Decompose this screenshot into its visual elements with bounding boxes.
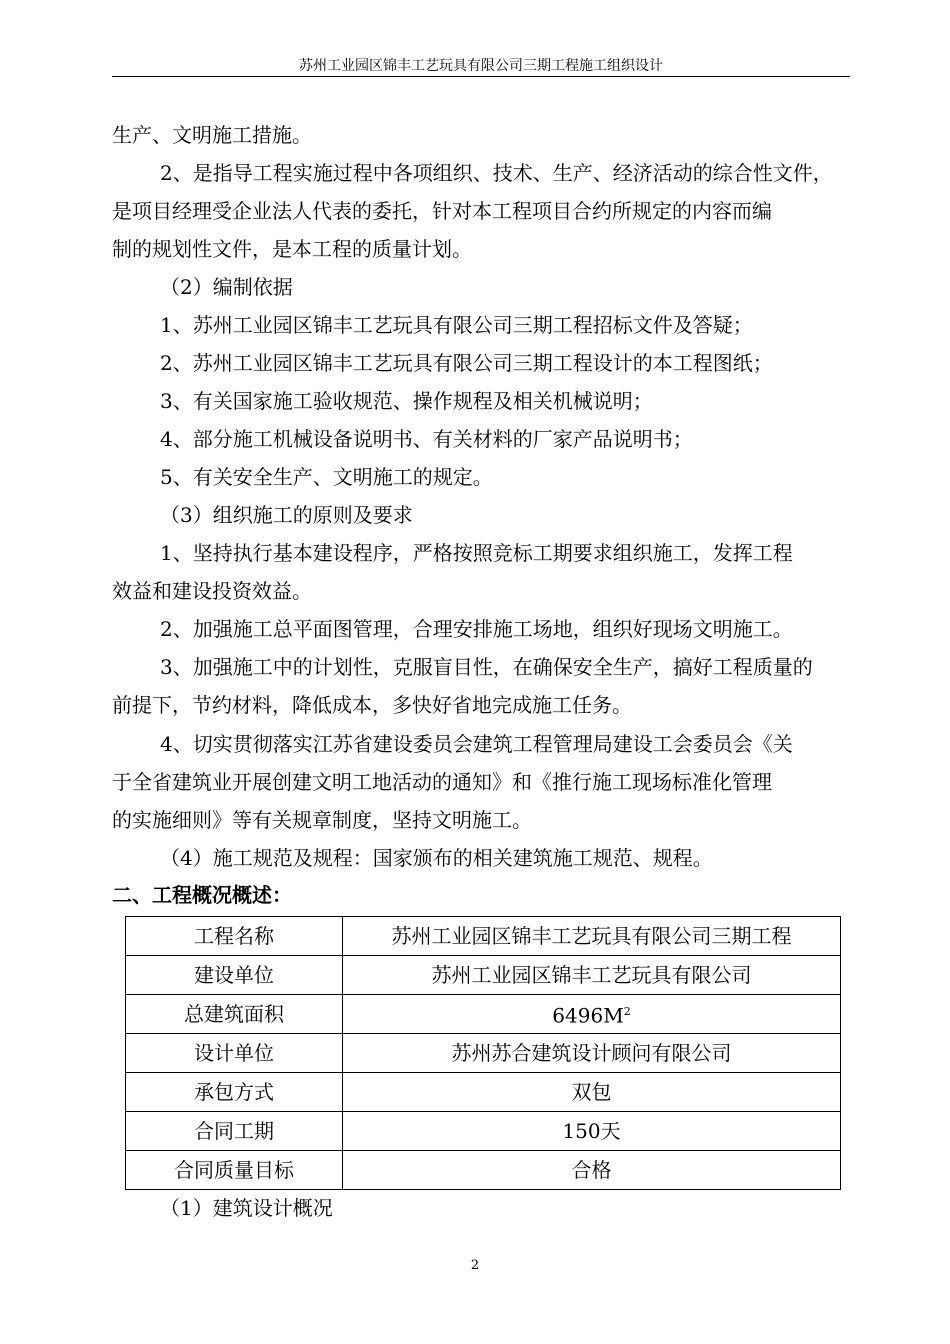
table-row — [126, 1034, 841, 1073]
table-value: 苏州工业园区锦丰工艺玩具有限公司 — [343, 956, 841, 995]
table-row — [126, 956, 841, 995]
table-row — [126, 1073, 841, 1112]
list-item: 1、坚持执行基本建设程序，严格按照竞标工期要求组织施工，发挥工程 — [160, 541, 793, 565]
list-item: 3、加强施工中的计划性，克服盲目性，在确保安全生产，搞好工程质量的 — [160, 655, 813, 679]
table-label: 合同质量目标 — [126, 1151, 343, 1190]
body-line: 是项目经理受企业法人代表的委托，针对本工程项目合约所规定的内容而编 — [112, 199, 772, 223]
table-row — [126, 917, 841, 956]
table-label: 总建筑面积 — [126, 995, 343, 1034]
list-item: 3、有关国家施工验收规范、操作规程及相关机械说明； — [160, 389, 653, 413]
list-item: 4、切实贯彻落实江苏省建设委员会建筑工程管理局建设工会委员会《关 — [160, 732, 793, 756]
superscript: 2 — [623, 1005, 631, 1019]
table-label: 建设单位 — [126, 956, 343, 995]
table-label: 设计单位 — [126, 1034, 343, 1073]
body-line: 制的规划性文件，是本工程的质量计划。 — [112, 237, 472, 261]
project-overview-table — [125, 916, 841, 1190]
body-line: 生产、文明施工措施。 — [112, 123, 312, 147]
subsection-heading: （1）建筑设计概况 — [160, 1196, 333, 1220]
list-item: 4、部分施工机械设备说明书、有关材料的厂家产品说明书； — [160, 427, 693, 451]
subsection-heading: （3）组织施工的原则及要求 — [160, 503, 413, 527]
table-value: 150天 — [343, 1112, 841, 1151]
list-item: 1、苏州工业园区锦丰工艺玩具有限公司三期工程招标文件及答疑； — [160, 313, 753, 337]
list-item: 2、加强施工总平面图管理，合理安排施工场地，组织好现场文明施工。 — [160, 617, 793, 641]
body-line: 的实施细则》等有关规章制度，坚持文明施工。 — [112, 808, 532, 832]
subsection-heading: （4）施工规范及规程：国家颁布的相关建筑施工规范、规程。 — [160, 846, 713, 870]
table-value-cell — [343, 995, 841, 1034]
page-header: 苏州工业园区锦丰工艺玩具有限公司三期工程施工组织设计 — [299, 58, 663, 74]
body-line: 2、是指导工程实施过程中各项组织、技术、生产、经济活动的综合性文件， — [160, 161, 833, 185]
table-value: 双包 — [343, 1073, 841, 1112]
list-item: 5、有关安全生产、文明施工的规定。 — [160, 465, 493, 489]
table-label: 合同工期 — [126, 1112, 343, 1151]
body-line: 于全省建筑业开展创建文明工地活动的通知》和《推行施工现场标准化管理 — [112, 770, 772, 794]
section-heading: 二、工程概况概述： — [112, 883, 292, 907]
page-number: 2 — [470, 1258, 480, 1273]
table-value: 苏州工业园区锦丰工艺玩具有限公司三期工程 — [343, 917, 841, 956]
table-row — [126, 995, 841, 1034]
subsection-heading: （2）编制依据 — [160, 275, 293, 299]
table-value: 6496M — [552, 1003, 624, 1028]
body-line: 效益和建设投资效益。 — [112, 579, 312, 603]
table-label: 工程名称 — [126, 917, 343, 956]
list-item: 2、苏州工业园区锦丰工艺玩具有限公司三期工程设计的本工程图纸； — [160, 351, 773, 375]
table-value: 合格 — [343, 1151, 841, 1190]
table-value: 苏州苏合建筑设计顾问有限公司 — [343, 1034, 841, 1073]
table-row — [126, 1112, 841, 1151]
body-line: 前提下，节约材料，降低成本，多快好省地完成施工任务。 — [112, 693, 632, 717]
table-row — [126, 1151, 841, 1190]
header-rule — [112, 76, 850, 77]
table-label: 承包方式 — [126, 1073, 343, 1112]
